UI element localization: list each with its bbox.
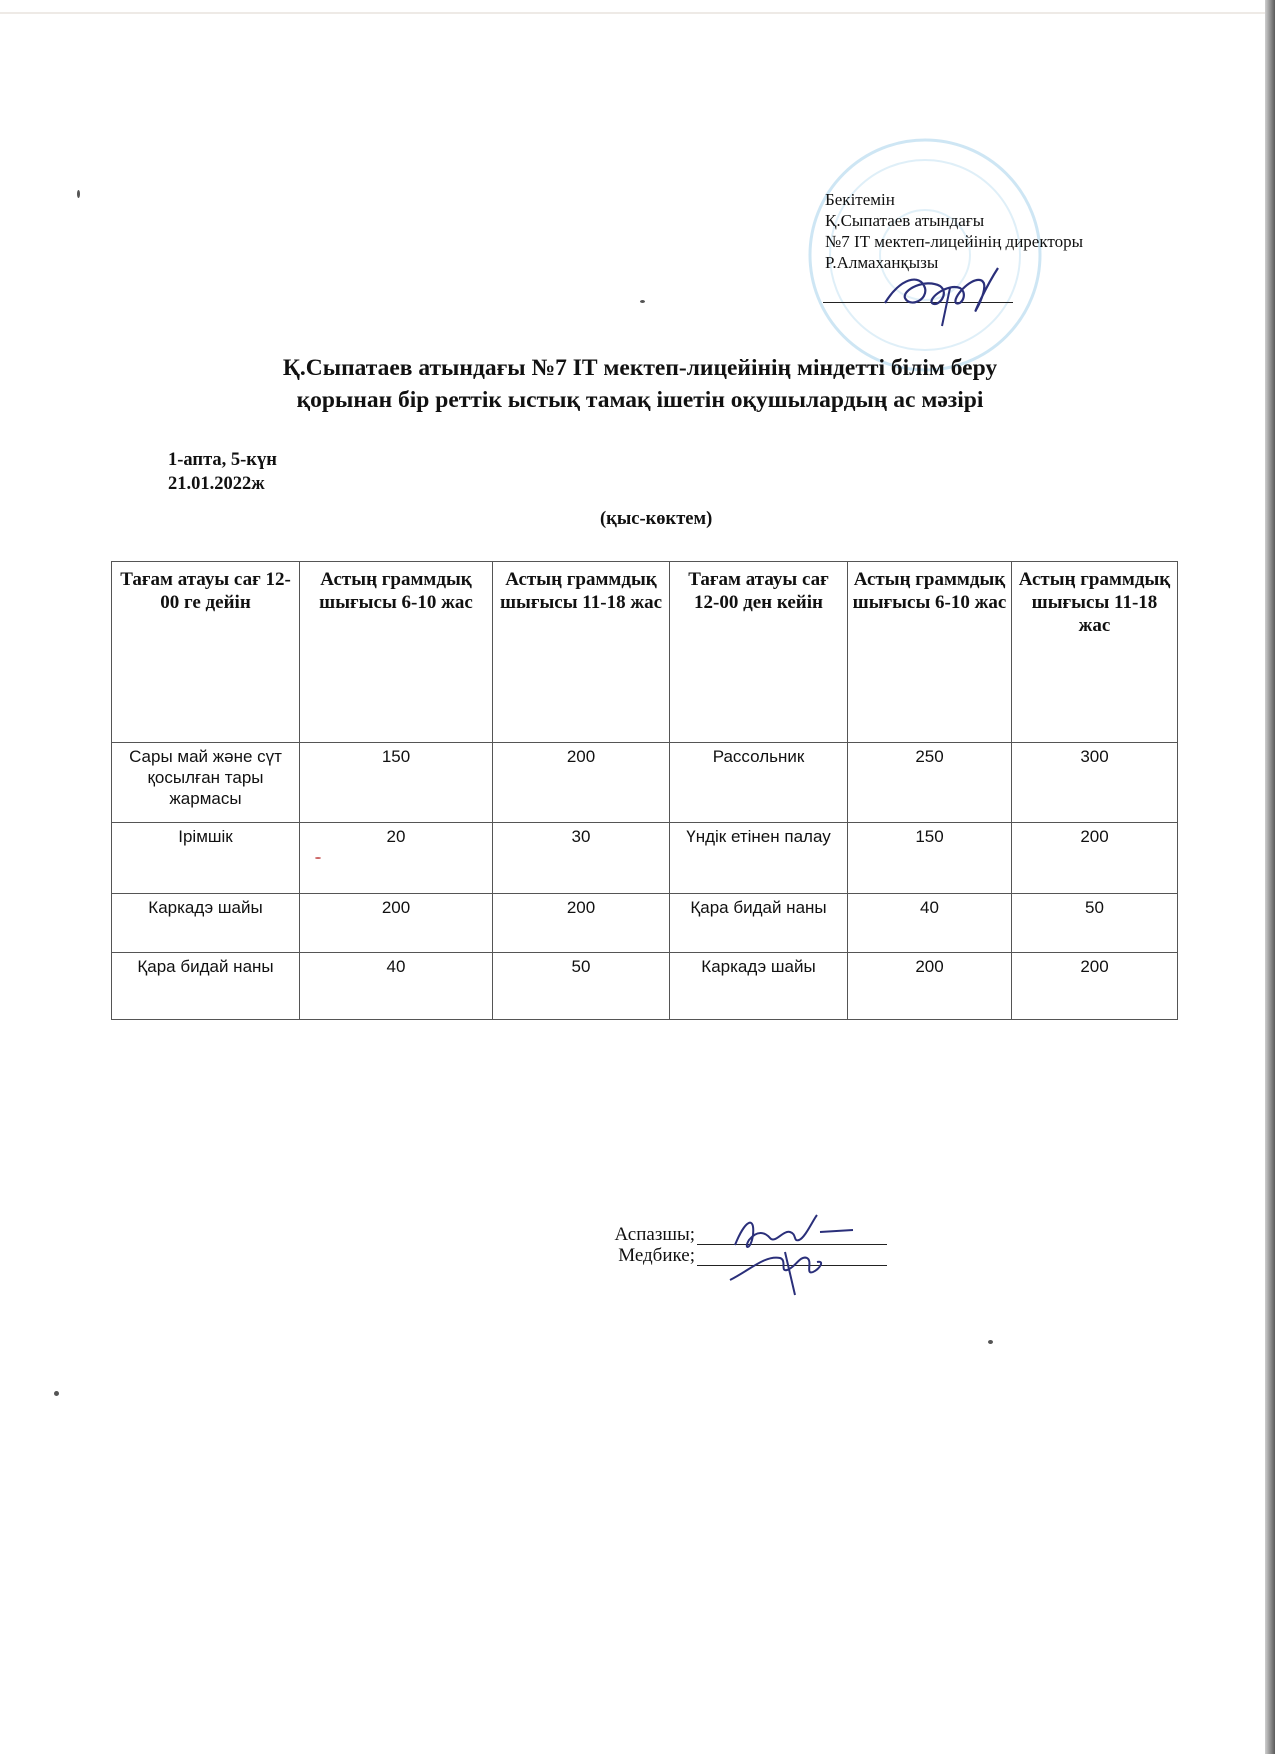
scan-speck xyxy=(988,1340,993,1344)
scan-speck xyxy=(77,190,80,198)
table-cell: 50 xyxy=(1012,894,1178,953)
nurse-label: Медбике; xyxy=(618,1245,695,1266)
table-cell: 200 xyxy=(1012,953,1178,1020)
header-grams-6-10-after: Астың граммдық шығысы 6-10 жас xyxy=(848,562,1012,743)
table-cell: Қара бидай наны xyxy=(670,894,848,953)
week-day: 1-апта, 5-күн xyxy=(168,450,277,470)
document-title xyxy=(180,352,1100,416)
table-cell: Каркадэ шайы xyxy=(670,953,848,1020)
table-cell: 150 xyxy=(300,743,493,823)
table-row xyxy=(112,743,1178,823)
season-label: (қыс-көктем) xyxy=(600,509,713,529)
header-food-after-noon: Тағам атауы сағ 12-00 ден кейін xyxy=(670,562,848,743)
table-cell: 20 xyxy=(300,823,493,894)
table-row xyxy=(112,894,1178,953)
table-cell: 300 xyxy=(1012,743,1178,823)
title-line-1: Қ.Сыпатаев атындағы №7 ІТ мектеп-лицейінің міндетті білім беру xyxy=(282,355,998,381)
table-cell: 200 xyxy=(1012,823,1178,894)
header-grams-11-18-before: Астың граммдық шығысы 11-18 жас xyxy=(493,562,670,743)
table-cell: Сары май және сүт қосылған тары жармасы xyxy=(112,743,300,823)
table-row xyxy=(112,953,1178,1020)
header-food-before-noon: Тағам атауы сағ 12-00 ге дейін xyxy=(112,562,300,743)
table-cell: 30 xyxy=(493,823,670,894)
cook-label: Аспазшы; xyxy=(614,1224,695,1245)
table-row xyxy=(112,823,1178,894)
director-signature xyxy=(880,248,1010,328)
table-cell: 200 xyxy=(493,743,670,823)
scan-speck xyxy=(54,1391,59,1396)
table-cell: 200 xyxy=(300,894,493,953)
title-line-2: қорынан бір реттік ыстық тамақ ішетін оқушылардың ас мәзірі xyxy=(296,387,984,413)
header-grams-11-18-after: Астың граммдық шығысы 11-18 жас xyxy=(1012,562,1178,743)
cook-nurse-signatures xyxy=(725,1200,875,1305)
approval-line-2: Қ.Сыпатаев атындағы xyxy=(825,211,985,230)
scan-speck xyxy=(315,857,321,859)
header-grams-6-10-before: Астың граммдық шығысы 6-10 жас xyxy=(300,562,493,743)
table-cell: Каркадэ шайы xyxy=(112,894,300,953)
table-cell: 50 xyxy=(493,953,670,1020)
menu-table xyxy=(111,561,1178,1020)
table-cell: 200 xyxy=(848,953,1012,1020)
table-cell: 40 xyxy=(300,953,493,1020)
approval-line-1: Бекітемін xyxy=(825,190,895,209)
table-cell: 150 xyxy=(848,823,1012,894)
table-cell: Үндік етінен палау xyxy=(670,823,848,894)
table-cell: Рассольник xyxy=(670,743,848,823)
table-header-row xyxy=(112,562,1178,743)
approval-line-3: №7 ІТ мектеп-лицейінің директоры xyxy=(825,232,1084,251)
table-cell: Қара бидай наны xyxy=(112,953,300,1020)
approval-line-4: Р.Алмаханқызы xyxy=(825,253,939,272)
table-cell: 40 xyxy=(848,894,1012,953)
scan-top-line xyxy=(0,12,1265,14)
scan-speck xyxy=(640,300,645,303)
table-cell: Ірімшік xyxy=(112,823,300,894)
table-cell: 200 xyxy=(493,894,670,953)
week-info xyxy=(168,448,277,496)
scan-edge xyxy=(1265,0,1275,1754)
table-cell: 250 xyxy=(848,743,1012,823)
week-date: 21.01.2022ж xyxy=(168,474,265,494)
